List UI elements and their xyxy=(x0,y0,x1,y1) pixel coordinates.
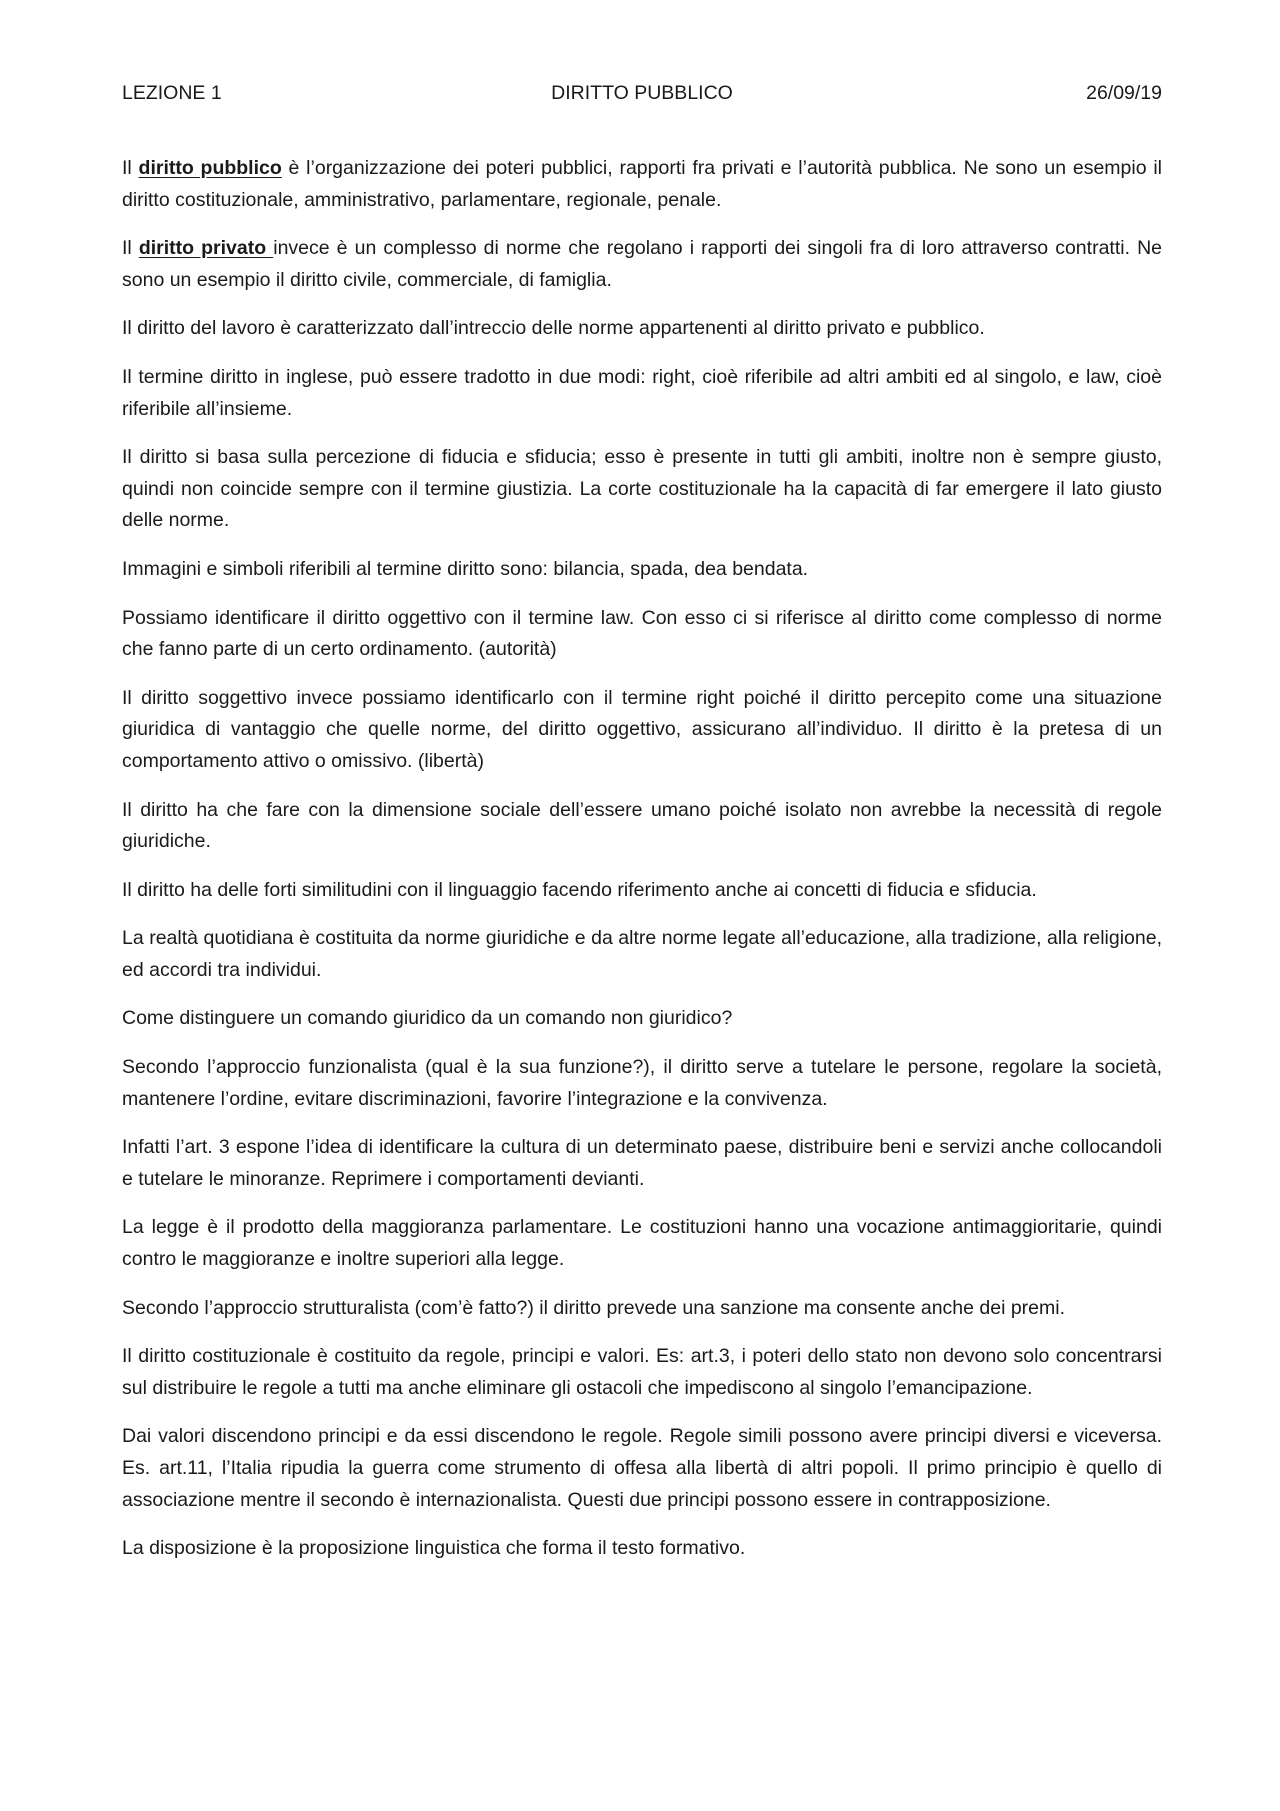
document-body xyxy=(122,153,1162,1582)
paragraph-diritto-costituzionale: Il diritto costituzionale è costituito da regole, principi e valori. Es: art.3, i poteri dello stato non devono solo concentrarsi sul distribuire le regole a tutti ma anche eliminare gli ostacoli che impediscono al singolo l’emancipazione. xyxy=(122,1345,1162,1399)
paragraph-simboli: Immagini e simboli riferibili al termine diritto sono: bilancia, spada, dea bendata. xyxy=(122,557,809,580)
paragraph-disposizione: La disposizione è la proposizione linguistica che forma il testo formativo. xyxy=(122,1537,746,1560)
paragraph-fiducia: Il diritto si basa sulla percezione di fiducia e sfiducia; esso è presente in tutti gli ambiti, inoltre non è sempre giusto, quindi non coincide sempre con il termine giustizia. La corte costituzionale ha la capacità di far emergere il lato giusto delle norme. xyxy=(122,446,1162,532)
header-subject: DIRITTO PUBBLICO xyxy=(551,82,733,104)
paragraph-diritto-privato xyxy=(122,233,1162,296)
paragraph-realta-quotidiana: La realtà quotidiana è costituita da norme giuridiche e da altre norme legate all’educazione, alla tradizione, alla religione, ed accordi tra individui. xyxy=(122,927,1162,981)
header-lesson: LEZIONE 1 xyxy=(122,82,222,104)
term-diritto-pubblico: diritto pubblico xyxy=(138,157,282,179)
paragraph-art-3: Infatti l’art. 3 espone l’idea di identificare la cultura di un determinato paese, distribuire beni e servizi anche collocandoli e tutelare le minoranze. Reprimere i comportamenti devianti. xyxy=(122,1136,1162,1190)
paragraph-linguaggio: Il diritto ha delle forti similitudini con il linguaggio facendo riferimento anche ai concetti di fiducia e sfiducia. xyxy=(122,878,1037,901)
paragraph-strutturalista: Secondo l’approccio strutturalista (com’è fatto?) il diritto prevede una sanzione ma consente anche dei premi. xyxy=(122,1296,1066,1319)
paragraph-diritto-soggettivo: Il diritto soggettivo invece possiamo identificarlo con il termine right poiché il diritto percepito come una situazione giuridica di vantaggio che quelle norme, del diritto oggettivo, assicurano all’individuo. Il diritto è la pretesa di un comportamento attivo o omissivo. (libertà) xyxy=(122,686,1162,772)
term-diritto-privato: diritto privato xyxy=(138,237,274,260)
header-date: 26/09/19 xyxy=(1086,82,1162,104)
paragraph-dimensione-sociale: Il diritto ha che fare con la dimensione sociale dell’essere umano poiché isolato non avrebbe la necessità di regole giuridiche. xyxy=(122,798,1162,853)
paragraph-diritto-oggettivo: Possiamo identificare il diritto oggettivo con il termine law. Con esso ci si riferisce al diritto come complesso di norme che fanno parte di un certo ordinamento. (autorità) xyxy=(122,606,1162,661)
paragraph-diritto-lavoro: Il diritto del lavoro è caratterizzato dall’intreccio delle norme appartenenti al diritto privato e pubblico. xyxy=(122,317,985,340)
paragraph-text: Il xyxy=(122,157,139,179)
paragraph-text: Il xyxy=(122,237,139,260)
paragraph-diritto-pubblico xyxy=(122,153,1162,216)
paragraph-termine-inglese: Il termine diritto in inglese, può essere tradotto in due modi: right, cioè riferibile ad altri ambiti ed al singolo, e law, cioè riferibile all’insieme. xyxy=(122,365,1162,420)
paragraph-text: invece è un complesso di norme che regolano i rapporti dei singoli fra di loro attraverso contratti. Ne sono un esempio il diritto civile, commerciale, di famiglia. xyxy=(122,237,1162,291)
paragraph-text: è l’organizzazione dei poteri pubblici, rapporti fra privati e l’autorità pubblica. Ne sono un esempio il diritto costituzionale, amministrativo, parlamentare, regionale, penale. xyxy=(122,157,1162,211)
paragraph-funzionalista: Secondo l’approccio funzionalista (qual è la sua funzione?), il diritto serve a tutelare le persone, regolare la società, mantenere l’ordine, evitare discriminazioni, favorire l’integrazione e la convivenza. xyxy=(122,1056,1162,1110)
paragraph-valori-principi: Dai valori discendono principi e da essi discendono le regole. Regole simili possono avere principi diversi e viceversa. Es. art.11, l’Italia ripudia la guerra come strumento di offesa alla libertà di altri popoli. Il primo principio è quello di associazione mentre il secondo è internazionalista. Questi due principi possono essere in contrapposizione. xyxy=(122,1425,1162,1511)
page-header xyxy=(122,80,1162,106)
paragraph-domanda-comando: Come distinguere un comando giuridico da un comando non giuridico? xyxy=(122,1007,733,1030)
paragraph-legge-maggioranza: La legge è il prodotto della maggioranza parlamentare. Le costituzioni hanno una vocazione antimaggioritarie, quindi contro le maggioranze e inoltre superiori alla legge. xyxy=(122,1216,1162,1271)
